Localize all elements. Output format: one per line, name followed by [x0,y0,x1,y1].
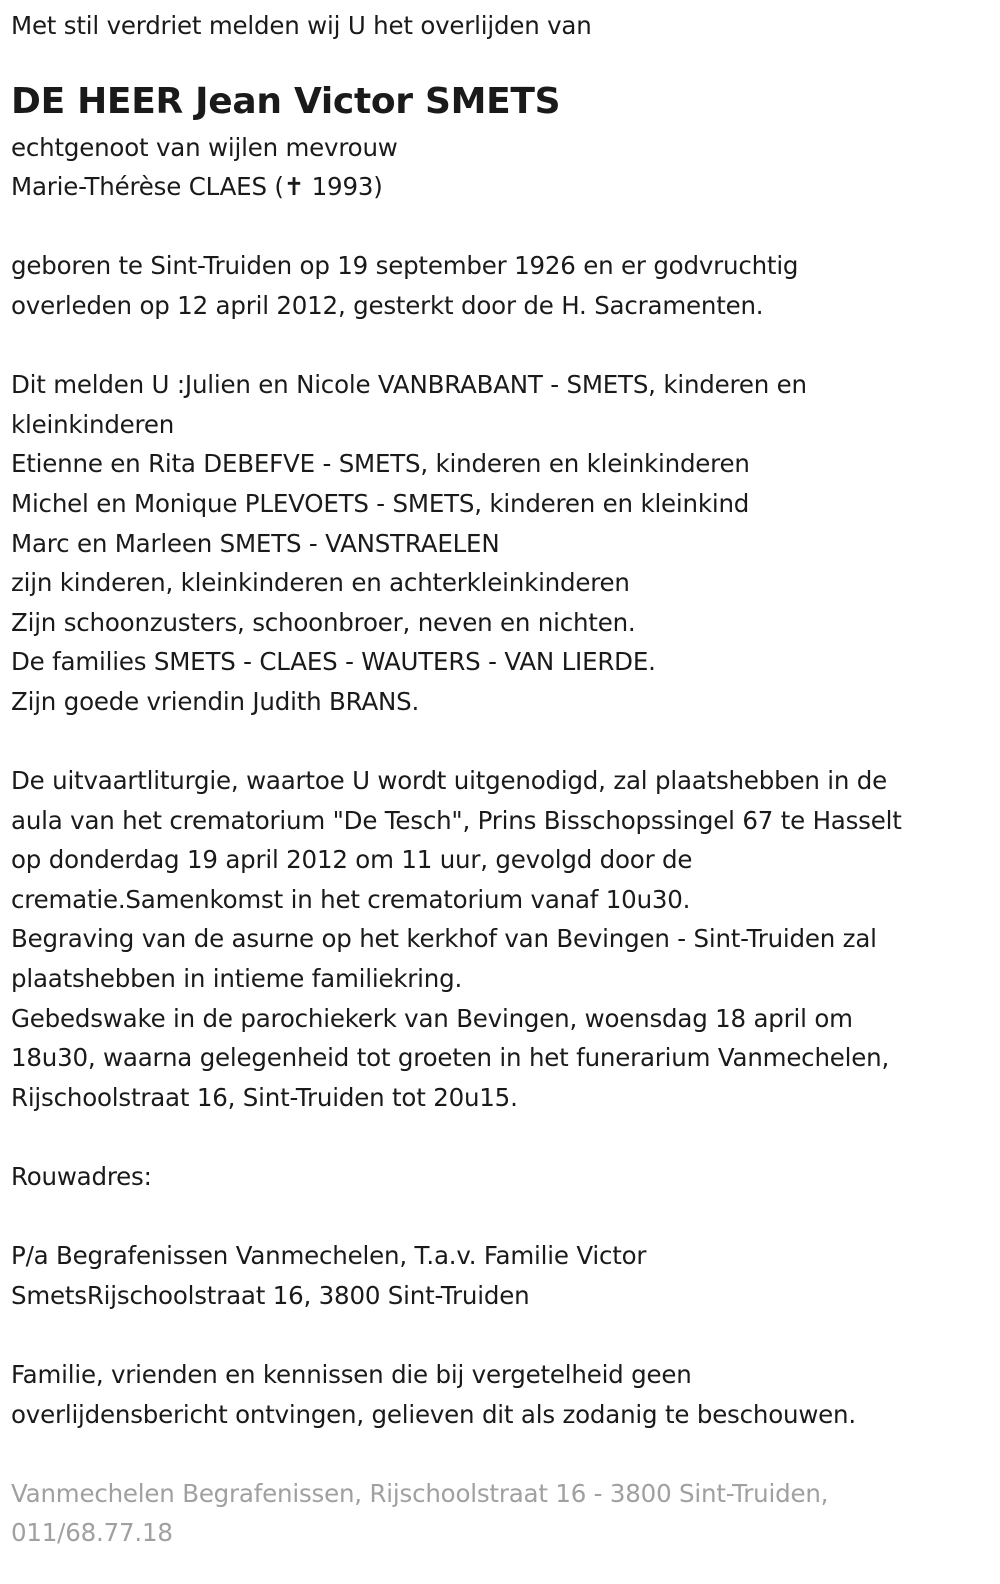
footer-phone: 011/68.77.18 [11,1518,173,1548]
birth-death-line: geboren te Sint-Truiden op 19 september 1926 en er godvruchtig [11,251,799,281]
notice-line: Familie, vrienden en kennissen die bij vergetelheid geen [11,1360,692,1389]
footer-line: Vanmechelen Begrafenissen, Rijschoolstraat 16 - 3800 Sint-Truiden, [11,1478,829,1508]
mourning-address-line: P/a Begrafenissen Vanmechelen, T.a.v. Familie Victor [11,1241,647,1271]
ceremony-line: plaatshebben in intieme familiekring. [11,964,463,994]
ceremony-line: Begraving van de asurne op het kerkhof van Bevingen - Sint-Truiden zal [11,924,877,954]
obituary-notice [11,6,986,1553]
family-line: Marc en Marleen SMETS - VANSTRAELEN [11,528,500,558]
mourning-address-line: SmetsRijschoolstraat 16, 3800 Sint-Truiden [11,1280,530,1310]
deceased-name: DE HEER Jean Victor SMETS [11,80,561,122]
ceremony-line: Rijschoolstraat 16, Sint-Truiden tot 20u15. [11,1082,518,1112]
family-line: Michel en Monique PLEVOETS - SMETS, kinderen en kleinkind [11,488,750,518]
mourning-address-block [11,1236,986,1315]
ceremony-line: Gebedswake in de parochiekerk van Bevingen, woensdag 18 april om [11,1003,853,1033]
ceremony-line: op donderdag 19 april 2012 om 11 uur, gevolgd door de [11,845,693,875]
intro-text: Met stil verdriet melden wij U het overlijden van [11,11,592,40]
notice-line: overlijdensbericht ontvingen, gelieven dit als zodanig te beschouwen. [11,1399,856,1429]
spouse-line: Marie-Thérèse CLAES (✝ 1993) [11,172,383,202]
family-block [11,365,986,721]
footer-block [11,1474,986,1553]
mourning-address-label: Rouwadres: [11,1162,152,1192]
ceremony-line: De uitvaartliturgie, waartoe U wordt uitgenodigd, zal plaatshebben in de [11,766,887,796]
spouse-line: echtgenoot van wijlen mevrouw [11,132,398,162]
spouse-block [11,128,986,207]
family-line: Dit melden U :Julien en Nicole VANBRABANT - SMETS, kinderen en [11,370,807,400]
ceremony-line: 18u30, waarna gelegenheid tot groeten in het funerarium Vanmechelen, [11,1043,890,1073]
family-line: Zijn goede vriendin Judith BRANS. [11,686,420,716]
family-line: kleinkinderen [11,409,175,439]
ceremony-line: crematie.Samenkomst in het crematorium vanaf 10u30. [11,884,691,914]
birth-death-block [11,246,986,325]
family-line: Zijn schoonzusters, schoonbroer, neven en nichten. [11,607,636,637]
notice-block [11,1355,986,1434]
birth-death-line: overleden op 12 april 2012, gesterkt door de H. Sacramenten. [11,290,764,320]
family-line: De families SMETS - CLAES - WAUTERS - VAN LIERDE. [11,647,656,677]
ceremony-line: aula van het crematorium "De Tesch", Prins Bisschopssingel 67 te Hasselt [11,805,902,835]
family-line: Etienne en Rita DEBEFVE - SMETS, kinderen en kleinkinderen [11,449,750,479]
family-line: zijn kinderen, kleinkinderen en achterkleinkinderen [11,568,630,598]
ceremony-block [11,761,986,1117]
